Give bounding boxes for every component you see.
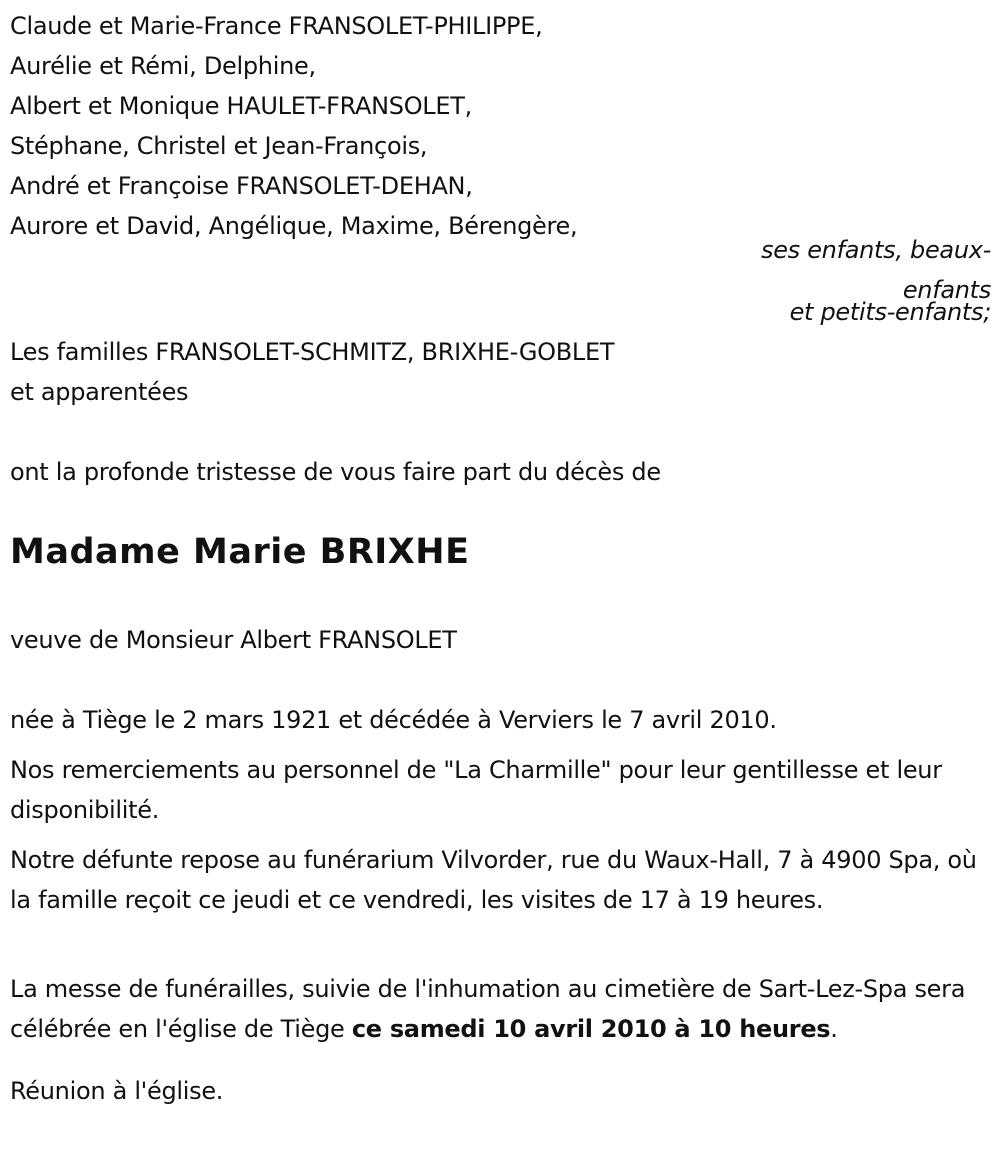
announcement-text: ont la profonde tristesse de vous faire part du décès de: [10, 458, 661, 486]
thanks-paragraph: Nos remerciements au personnel de "La Charmille" pour leur gentillesse et leur disponibilité.: [10, 756, 942, 824]
family-line: Claude et Marie-France FRANSOLET-PHILIPPE,: [10, 12, 543, 40]
family-line: Stéphane, Christel et Jean-François,: [10, 132, 428, 160]
widow-of-text: veuve de Monsieur Albert FRANSOLET: [10, 626, 457, 654]
mass-paragraph: [10, 969, 995, 1049]
relation-line: enfants: [902, 276, 991, 304]
family-line: Aurore et David, Angélique, Maxime, Bérengère,: [10, 212, 578, 240]
funerarium-paragraph: Notre défunte repose au funérarium Vilvorder, rue du Waux-Hall, 7 à 4900 Spa, où la famille reçoit ce jeudi et ce vendredi, les visites de 17 à 19 heures.: [10, 846, 977, 914]
birth-death-text: née à Tiège le 2 mars 1921 et décédée à Verviers le 7 avril 2010.: [10, 706, 777, 734]
mass-end: .: [830, 1015, 838, 1043]
meeting-text: Réunion à l'église.: [10, 1077, 224, 1105]
families-line: Les familles FRANSOLET-SCHMITZ, BRIXHE-GOBLET: [10, 338, 615, 366]
relation-line: et petits-enfants;: [789, 298, 991, 326]
deceased-name: Madame Marie BRIXHE: [10, 532, 470, 572]
families-line: et apparentées: [10, 378, 189, 406]
mass-date: ce samedi 10 avril 2010 à 10 heures: [351, 1015, 831, 1043]
family-line: André et Françoise FRANSOLET-DEHAN,: [10, 172, 473, 200]
relation-line: ses enfants, beaux-: [761, 236, 991, 264]
mass-text: La messe de funérailles, suivie de l'inhumation au cimetière de Sart-Lez-Spa sera célébrée en l'église de Tiège: [10, 975, 966, 1043]
family-line: Aurélie et Rémi, Delphine,: [10, 52, 316, 80]
family-line: Albert et Monique HAULET-FRANSOLET,: [10, 92, 472, 120]
